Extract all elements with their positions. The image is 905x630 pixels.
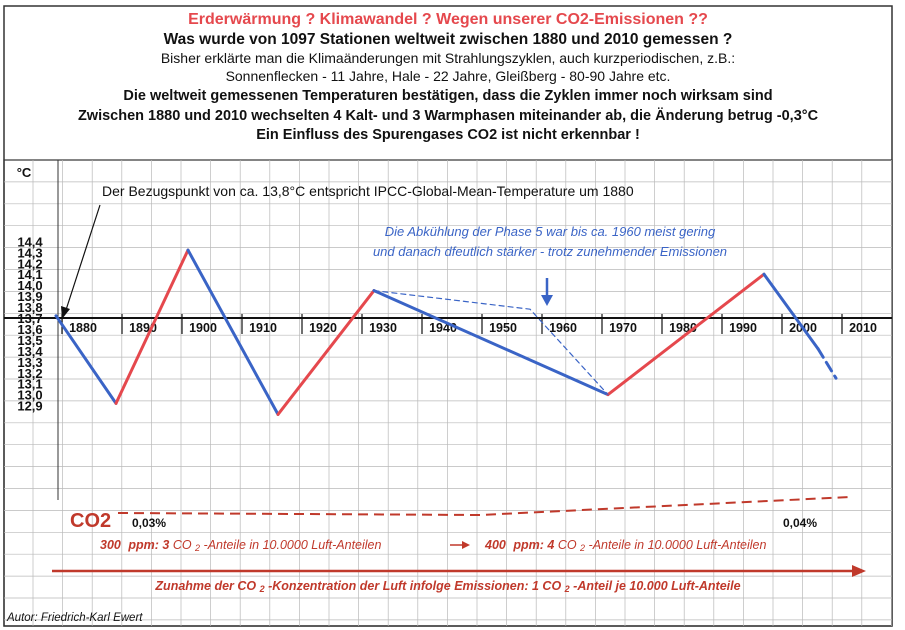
x-tick-label: 1950 xyxy=(489,321,517,335)
increase-part-a: Zunahme der CO xyxy=(155,579,260,593)
phase5-arrowhead xyxy=(541,295,553,306)
intro-line-1: Bisher erklärte man die Klimaänderungen mit Strahlungszyklen, auch kurzperiodischen, z.B.: xyxy=(160,50,736,66)
y-tick-label: 13,7 xyxy=(17,311,43,326)
y-tick-label: 13,8 xyxy=(17,300,43,316)
y-tick-label: 13,1 xyxy=(17,376,43,392)
x-tick-label: 1880 xyxy=(69,321,97,335)
ppm-300-count: 3 xyxy=(162,538,170,552)
ppm-300-sub: 2 xyxy=(195,543,201,553)
intro-line-2: Sonnenflecken - 11 Jahre, Hale - 22 Jahre, Gleißberg - 80-90 Jahre etc. xyxy=(225,68,671,84)
author-credit: Autor: Friedrich-Karl Ewert xyxy=(7,612,143,624)
finding-line-2: Zwischen 1880 und 2010 wechselten 4 Kalt- und 3 Warmphasen miteinander ab, die Änderung betrug -0,3°C xyxy=(77,108,819,124)
ppm-arrowhead xyxy=(462,541,470,549)
ppm-400-sub: 2 xyxy=(580,543,586,553)
segment-warming xyxy=(116,250,188,403)
x-tick-label: 2010 xyxy=(849,321,877,335)
y-axis-unit: °C xyxy=(16,165,32,180)
co2-increase-note xyxy=(154,579,740,595)
reference-annotation: Der Bezugspunkt von ca. 13,8°C entspricht IPCC-Global-Mean-Temperature um 1880 xyxy=(102,183,634,199)
y-tick-label: 13,2 xyxy=(17,365,43,381)
increase-part-e: -Anteil je 10.000 Luft-Anteile xyxy=(573,579,741,593)
x-tick-label: 1970 xyxy=(609,321,637,335)
ppm-400-rest: -Anteile in 10.0000 Luft-Anteilen xyxy=(588,538,767,552)
x-tick-label: 1920 xyxy=(309,321,337,335)
ppm-300-rest: -Anteile in 10.0000 Luft-Anteilen xyxy=(203,538,382,552)
headline-question: Was wurde von 1097 Stationen weltweit zwischen 1880 und 2010 gemessen ? xyxy=(163,31,733,48)
segment-warming xyxy=(278,291,374,415)
y-tick-label: 13,3 xyxy=(17,354,43,370)
x-tick-label: 1990 xyxy=(729,321,757,335)
co2-label: CO2 xyxy=(70,510,112,532)
x-tick-label: 1940 xyxy=(429,321,457,335)
ppm-400-unit: ppm: xyxy=(513,538,548,552)
ppm-300-co: CO xyxy=(172,538,192,552)
y-tick-label: 14,1 xyxy=(17,267,43,283)
x-tick-label: 1930 xyxy=(369,321,397,335)
x-tick-label: 1960 xyxy=(549,321,577,335)
y-tick-label: 13,9 xyxy=(17,289,43,305)
increase-part-c: -Konzentration der Luft infolge Emissionen: 1 CO xyxy=(268,579,565,593)
finding-line-1: Die weltweit gemessenen Temperaturen bestätigen, dass die Zyklen immer noch wirksam sind xyxy=(123,88,773,104)
x-tick-label: 2000 xyxy=(789,321,817,335)
y-tick-label: 14,4 xyxy=(17,234,43,250)
headline-red: Erderwärmung ? Klimawandel ? Wegen unserer CO2-Emissionen ?? xyxy=(188,11,708,28)
x-tick-label: 1980 xyxy=(669,321,697,335)
y-tick-label: 13,5 xyxy=(17,332,43,348)
ppm-300-value: 300 xyxy=(100,538,121,552)
phase5-note-2: und danach dfeutlich stärker - trotz zunehmender Emissionen xyxy=(372,244,728,259)
y-tick-label: 13,0 xyxy=(17,387,43,403)
x-tick-label: 1910 xyxy=(249,321,277,335)
segment-cooling xyxy=(764,274,818,349)
y-tick-label: 14,2 xyxy=(17,256,43,272)
co2-end-percent: 0,04% xyxy=(783,516,818,530)
co2-300ppm-note xyxy=(100,538,381,554)
phase5-note-1: Die Abkühlung der Phase 5 war bis ca. 1960 meist gering xyxy=(384,224,716,239)
y-axis xyxy=(17,160,58,500)
ppm-400-co: CO xyxy=(557,538,577,552)
y-tick-label: 13,4 xyxy=(17,343,43,359)
co2-trend-path xyxy=(118,497,850,515)
segment-cooling-projection xyxy=(818,349,836,379)
increase-sub-2: 2 xyxy=(564,584,570,594)
ppm-300-unit: ppm: xyxy=(128,538,163,552)
co2-increase-arrowhead xyxy=(852,565,866,577)
co2-400ppm-note xyxy=(484,538,766,554)
reference-arrow xyxy=(65,205,100,313)
co2-start-percent: 0,03% xyxy=(132,516,167,530)
y-tick-label: 14,3 xyxy=(17,245,43,261)
ppm-400-value: 400 xyxy=(485,538,506,552)
y-tick-label: 13,6 xyxy=(17,321,43,337)
x-tick-label: 1900 xyxy=(189,321,217,335)
finding-line-3: Ein Einfluss des Spurengases CO2 ist nicht erkennbar ! xyxy=(256,127,640,143)
increase-sub-1: 2 xyxy=(259,584,265,594)
ppm-400-count: 4 xyxy=(547,538,555,552)
x-tick-label: 1890 xyxy=(129,321,157,335)
y-tick-label: 14,0 xyxy=(17,278,43,294)
y-tick-label: 12,9 xyxy=(17,398,43,414)
co2-trend-line xyxy=(118,497,850,515)
